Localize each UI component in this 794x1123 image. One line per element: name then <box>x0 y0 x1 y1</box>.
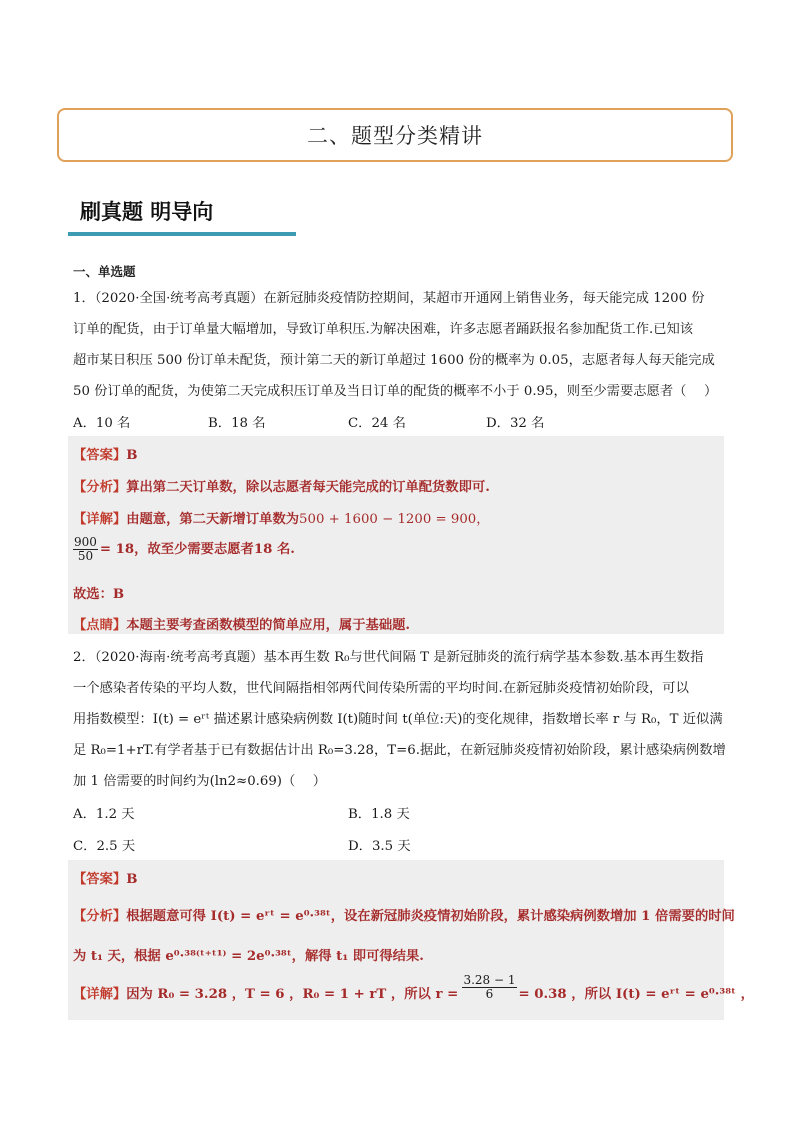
q2-fraction-num: 3.28 − 1 <box>463 973 516 987</box>
q2-option-b: B．1.8 天 <box>348 807 410 822</box>
q1-analysis-text: 算出第二天订单数，除以志愿者每天能完成的订单配货数即可. <box>126 480 490 495</box>
q1-line-1: 1．（2020·全国·统考高考真题）在新冠肺炎疫情防控期间，某超市开通网上销售业务，每天能完成 1200 份 <box>73 291 705 306</box>
section-underline <box>68 232 296 236</box>
q2-detail-text-b: = 0.38 ，所以 I(t) = eʳᵗ = e⁰·³⁸ᵗ ， <box>518 987 754 1002</box>
q1-solution-box <box>68 436 724 634</box>
q2-analysis-line-2 <box>73 945 424 964</box>
q2-line-1: 2．（2020·海南·统考高考真题）基本再生数 R₀与世代间隔 T 是新冠肺炎的流行病学基本参数.基本再生数指 <box>73 650 704 665</box>
q1-detail-expr: 500 + 1600 − 1200 = 900， <box>299 512 490 527</box>
q2-fraction <box>462 974 516 1001</box>
q1-analysis-tag: 【分析】 <box>73 480 127 495</box>
q1-fraction-num: 900 <box>74 535 97 549</box>
q2-detail <box>73 973 754 1002</box>
q2-option-a: A．1.2 天 <box>73 807 135 822</box>
q1-analysis <box>73 476 490 495</box>
part-label: 一、单选题 <box>73 264 136 279</box>
q1-detail-tag: 【详解】 <box>73 512 127 527</box>
q2-answer-tag: 【答案】 <box>73 872 127 887</box>
q1-option-c: C．24 名 <box>348 416 406 431</box>
q1-comment-tag: 【点睛】 <box>73 618 127 633</box>
q1-line-2: 订单的配货，由于订单量大幅增加，导致订单积压.为解决困难，许多志愿者踊跃报名参加配货工作.已知该 <box>73 322 694 337</box>
q2-option-d: D．3.5 天 <box>348 839 411 854</box>
q2-answer-value: B <box>126 872 138 887</box>
q2-detail-tag: 【详解】 <box>73 987 127 1002</box>
q1-choice <box>73 583 124 602</box>
q2-line-4: 足 R₀=1+rT.有学者基于已有数据估计出 R₀=3.28，T=6.据此，在新冠肺炎疫情初始阶段，累计感染病例数增 <box>73 743 726 758</box>
q2-line-5: 加 1 倍需要的时间约为(ln2≈0.69)（ ） <box>73 774 327 789</box>
q2-line-3: 用指数模型：I(t) = eʳᵗ 描述累计感染病例数 I(t)随时间 t(单位:天)的变化规律，指数增长率 r 与 R₀，T 近似满 <box>73 712 723 727</box>
q2-detail-text-a: 因为 R₀ = 3.28 ，T = 6 ，R₀ = 1 + rT ，所以 r = <box>126 987 459 1002</box>
q1-fraction-line <box>73 536 295 563</box>
q2-analysis-text-1: 根据题意可得 I(t) = eʳᵗ = e⁰·³⁸ᵗ，设在新冠肺炎疫情初始阶段，累计感染病例数增加 1 倍需要的时间 <box>126 909 735 924</box>
q1-option-d: D．32 名 <box>486 416 545 431</box>
section-banner <box>57 108 733 162</box>
q1-comment <box>73 614 410 633</box>
banner-title: 二、题型分类精讲 <box>307 124 483 148</box>
q1-line-3: 超市某日积压 500 份订单未配货，预计第二天的新订单超过 1600 份的概率为 0.05，志愿者每人每天能完成 <box>73 353 715 368</box>
q2-analysis <box>73 905 735 924</box>
q1-answer-value: B <box>126 448 138 463</box>
q2-answer <box>73 868 137 887</box>
q1-fraction-result: = 18，故至少需要志愿者18 名. <box>99 542 295 557</box>
q1-answer <box>73 444 137 463</box>
q2-analysis-tag: 【分析】 <box>73 909 127 924</box>
q1-choice-text: 故选：B <box>73 587 125 602</box>
q2-analysis-text-2: 为 t₁ 天，根据 e⁰·³⁸⁽ᵗ⁺ᵗ¹⁾ = 2e⁰·³⁸ᵗ，解得 t₁ 即可得结果. <box>73 949 424 964</box>
q1-option-b: B．18 名 <box>208 416 266 431</box>
q2-fraction-den: 6 <box>485 987 494 1001</box>
q1-fraction-den: 50 <box>77 549 94 563</box>
section-title: 刷真题 明导向 <box>80 200 214 224</box>
q1-answer-tag: 【答案】 <box>73 448 127 463</box>
q1-detail-text: 由题意，第二天新增订单数为 <box>126 512 300 527</box>
q1-line-4: 50 份订单的配货，为使第二天完成积压订单及当日订单的配货的概率不小于 0.95，则至少需要志愿者（ ） <box>73 384 718 399</box>
q1-comment-text: 本题主要考查函数模型的简单应用，属于基础题. <box>126 618 411 633</box>
q2-option-c: C．2.5 天 <box>73 839 136 854</box>
q1-detail <box>73 508 490 527</box>
q1-option-a: A．10 名 <box>73 416 131 431</box>
q1-fraction <box>73 536 98 563</box>
q2-line-2: 一个感染者传染的平均人数，世代间隔指相邻两代间传染所需的平均时间.在新冠肺炎疫情初始阶段，可以 <box>73 681 689 696</box>
